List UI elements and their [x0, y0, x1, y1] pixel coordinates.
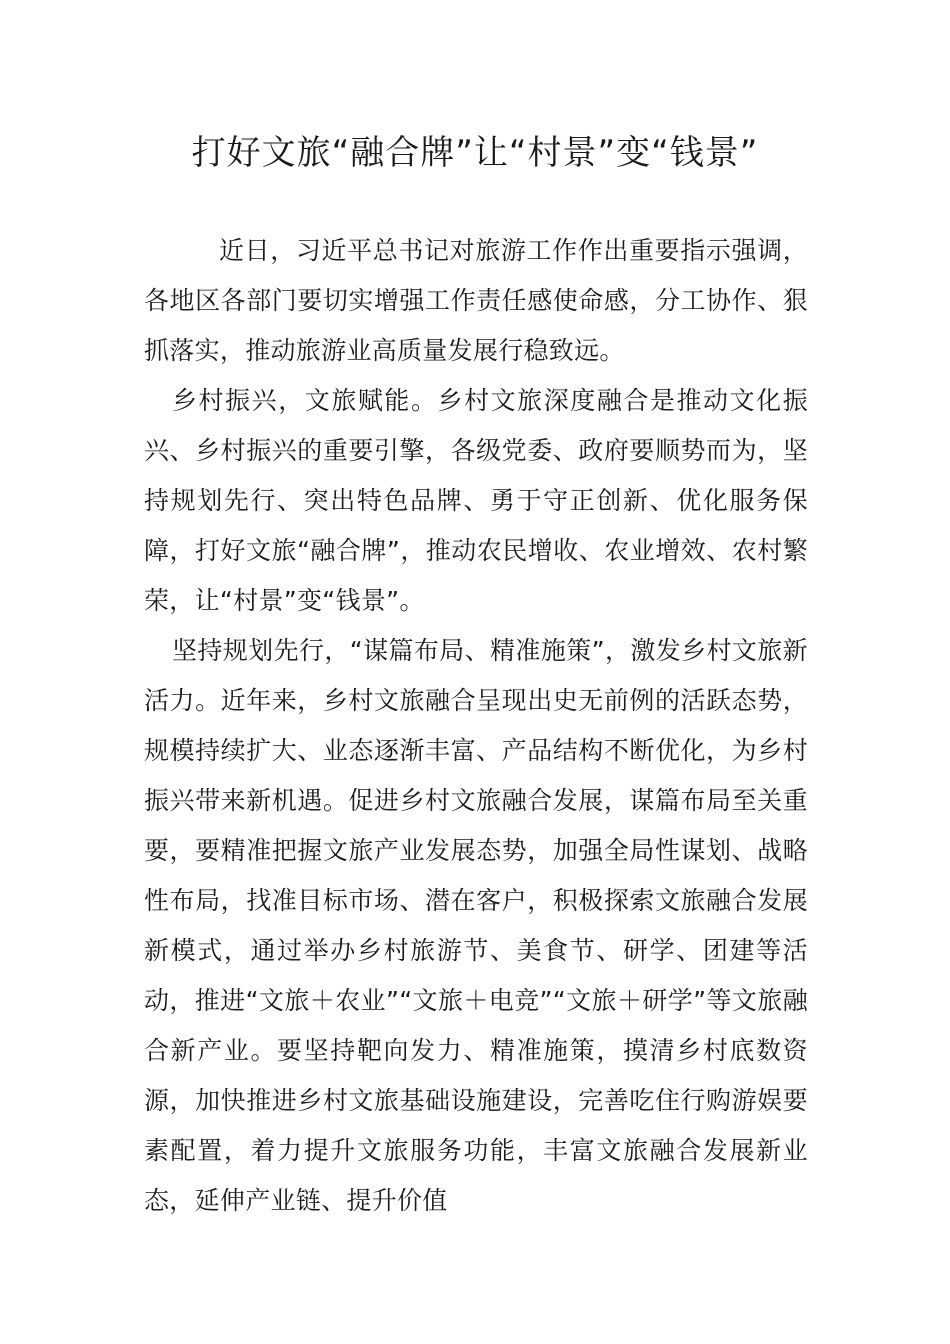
paragraph-2: 乡村振兴，文旅赋能。乡村文旅深度融合是推动文化振兴、乡村振兴的重要引擎，各级党委、政府要顺势而为，坚持规划先行、突出特色品牌、勇于守正创新、优化服务保障，打好文旅“融合牌”，推动农民增收、农业增效、农村繁荣，让“村景”变“钱景”。 — [144, 386, 808, 615]
paragraph-3: 坚持规划先行，“谋篇布局、精准施策”，激发乡村文旅新活力。近年来，乡村文旅融合呈现出史无前例的活跃态势，规模持续扩大、业态逐渐丰富、产品结构不断优化，为乡村振兴带来新机遇。促进乡村文旅融合发展，谋篇布局至关重要，要精准把握文旅产业发展态势，加强全局性谋划、战略性布局，找准目标市场、潜在客户，积极探索文旅融合发展新模式，通过举办乡村旅游节、美食节、研学、团建等活动，推进“文旅＋农业”“文旅＋电竞”“文旅＋研学”等文旅融合新产业。要坚持靶向发力、精准施策，摸清乡村底数资源，加快推进乡村文旅基础设施建设，完善吃住行购游娱要素配置，着力提升文旅服务功能，丰富文旅融合发展新业态，延伸产业链、提升价值 — [144, 636, 808, 1215]
paragraph-1: 近日，习近平总书记对旅游工作作出重要指示强调，各地区各部门要切实增强工作责任感使命感，分工协作、狠抓落实，推动旅游业高质量发展行稳致远。 — [144, 236, 808, 365]
article-body — [144, 226, 808, 1226]
page-title: 打好文旅“融合牌”让“村景”变“钱景” — [191, 133, 759, 173]
